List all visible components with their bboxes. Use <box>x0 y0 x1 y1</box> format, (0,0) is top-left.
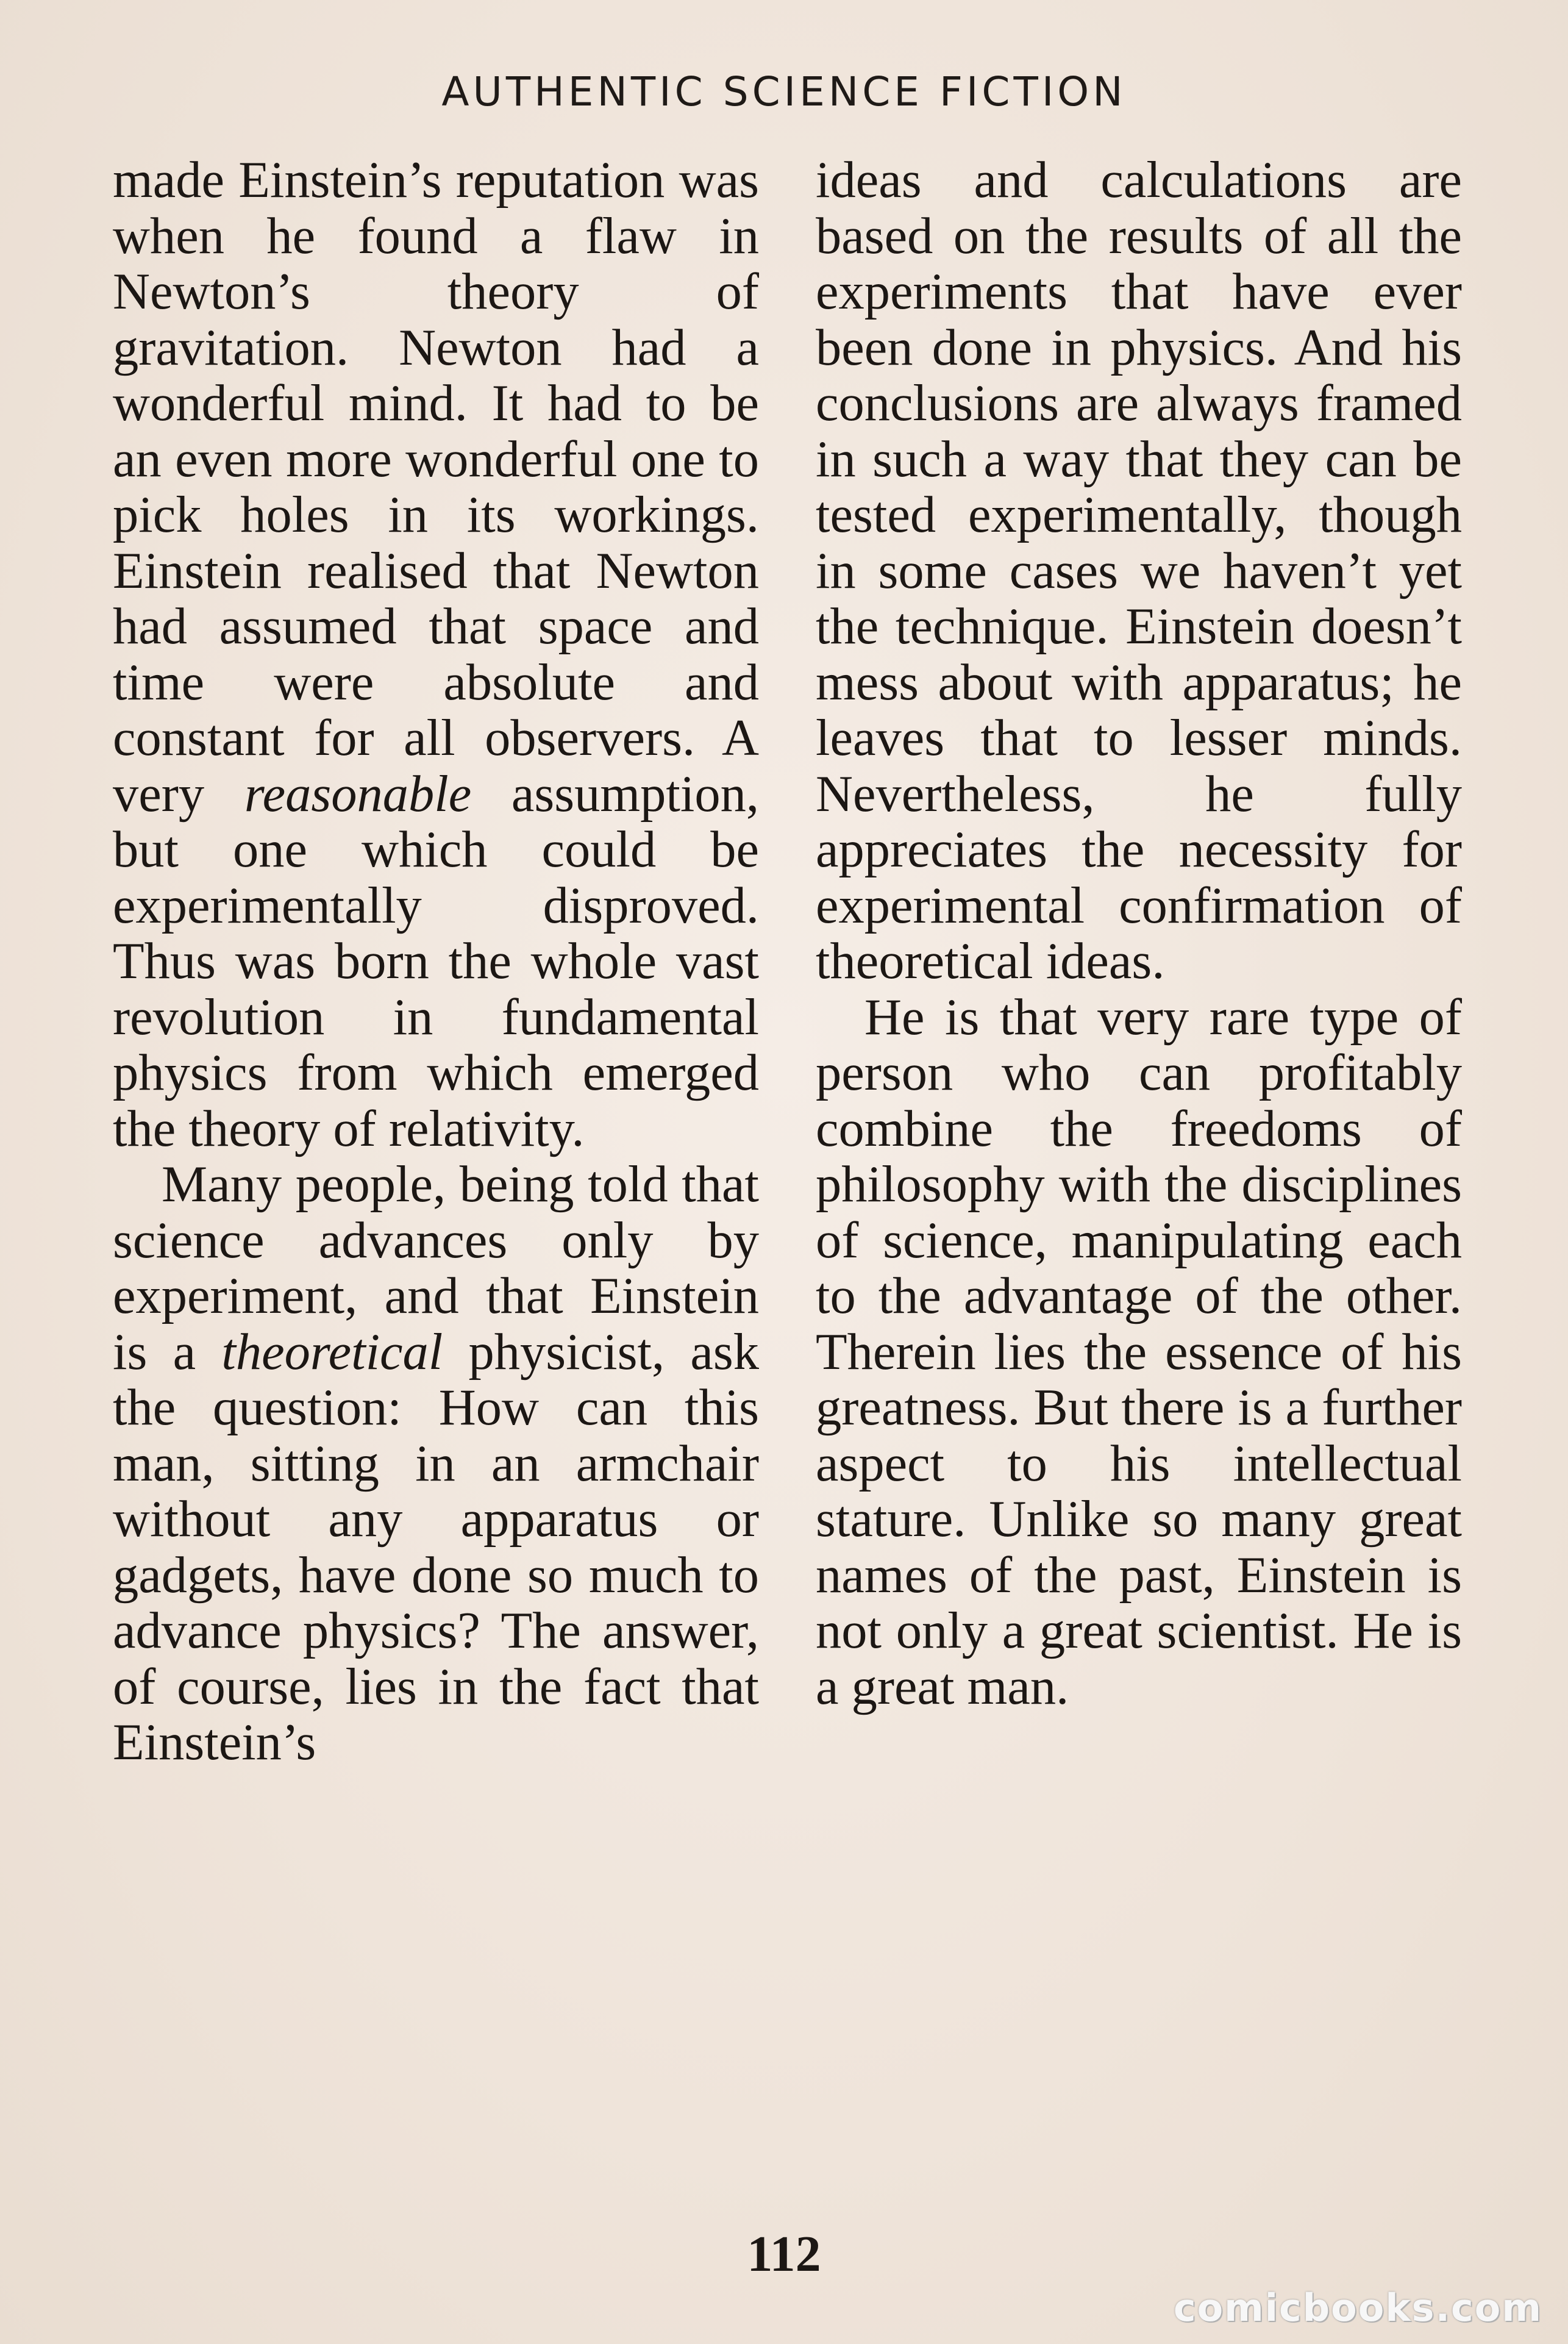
paragraph-left-1 <box>113 152 759 1157</box>
italic-emphasis: reasonable <box>244 765 472 823</box>
paragraph-text: assumption, but one which could be experimentally disproved. Thus was born the whole vast revolution in fundamental physics from which emerged the theory of relativity. <box>113 765 759 1157</box>
watermark: comicbooks.com <box>1173 2285 1542 2330</box>
italic-emphasis: theoretical <box>221 1323 443 1381</box>
text-column-right <box>816 152 1462 1715</box>
paragraph-left-2 <box>113 1157 759 1771</box>
paragraph-text: made Einstein’s reputation was when he found a flaw in Newton’s theory of gravitation. Newton had a wonderful mind. It had to be an even more wonderful one to pick holes in its workings. Einstein realised that Newton had assumed that space and time were absolute and constant for all observers. A very <box>113 152 759 823</box>
page-number: 112 <box>747 2226 821 2282</box>
running-title: AUTHENTIC SCIENCE FICTION <box>441 68 1127 115</box>
paragraph-text: Many people, being told that science advances only by experiment, and that Einstein is a <box>113 1156 759 1381</box>
paragraph-right-1: ideas and calculations are based on the results of all the experiments that have ever been done in physics. And his conclusions are always framed in such a way that they can be tested experimentally, though in some cases we haven’t yet the technique. Einstein doesn’t mess about with apparatus; he leaves that to lesser minds. Nevertheless, he fully appreciates the necessity for experimental confirmation of theoretical ideas. <box>816 152 1462 990</box>
text-column-left <box>113 152 759 1771</box>
paragraph-text: physicist, ask the question: How can this man, sitting in an armchair without any apparatus or gadgets, have done so much to advance physics? The answer, of course, lies in the fact that Einstein’s <box>113 1323 759 1771</box>
paragraph-right-2: He is that very rare type of person who can profitably combine the freedoms of philosophy with the disciplines of science, manipulating each to the advantage of the other. Therein lies the essence of his greatness. But there is a further aspect to his intellectual stature. Unlike so many great names of the past, Einstein is not only a great scientist. He is a great man. <box>816 988 1462 1715</box>
